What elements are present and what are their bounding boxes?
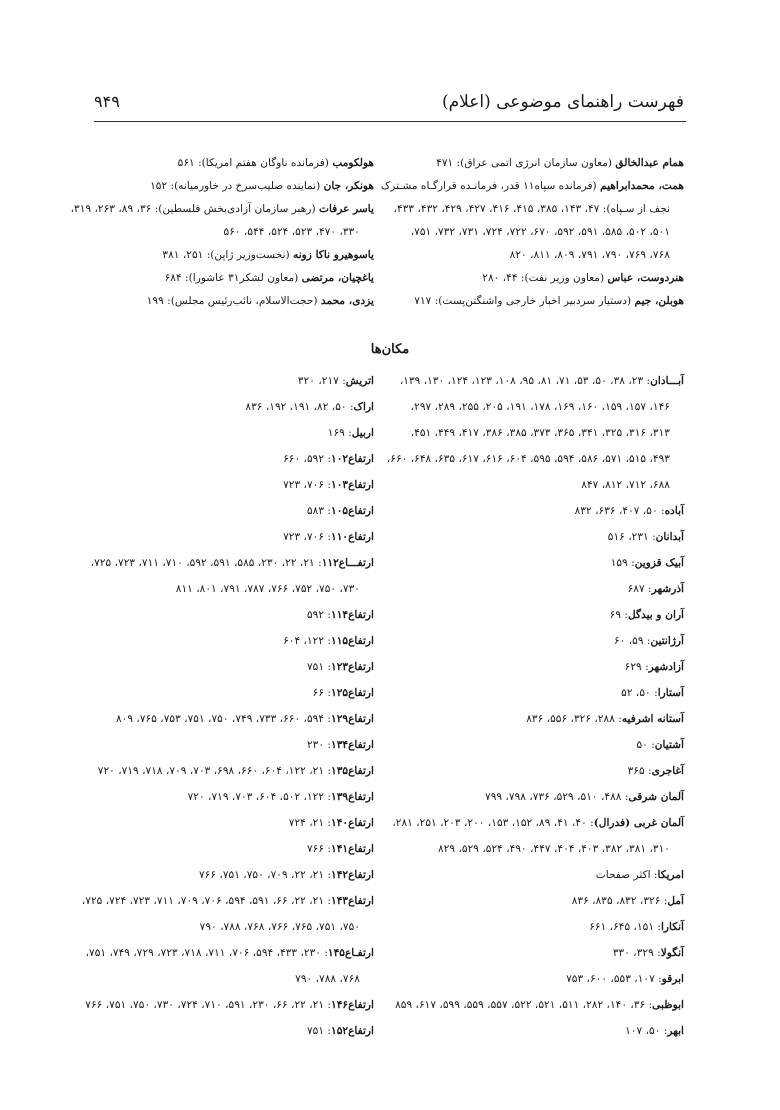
- index-entry-heading: آلمان شرقی: [628, 791, 684, 803]
- index-entry: [82, 940, 374, 966]
- index-entry-text: : ۷۵۱: [306, 1025, 331, 1037]
- index-entry: [381, 290, 684, 313]
- index-entry-heading: هولکومب: [332, 157, 374, 169]
- index-entry-text: : ۷۵۱: [306, 661, 331, 673]
- index-entry: [387, 862, 684, 888]
- index-entry: [387, 602, 684, 628]
- index-entry-heading: ارتفاع۱۰۳: [331, 479, 374, 491]
- index-entry-heading: ارتفاع۱۴۱: [331, 843, 374, 855]
- index-entry-heading: ارتفاع۱۱۵: [331, 635, 374, 647]
- index-entry: [82, 420, 374, 446]
- index-entry: [71, 175, 374, 198]
- index-entry-text: : ۵۹۲: [306, 609, 331, 621]
- index-entry: [71, 290, 374, 313]
- index-entry: [381, 152, 684, 175]
- page-number: ۹۴۹: [94, 92, 120, 111]
- index-entry-text: : ۱۰۷، ۵۵۳، ۶۰۰، ۷۵۳: [566, 973, 662, 985]
- index-entry-heading: آستارا: [657, 687, 684, 699]
- index-entry-text: : ۱۲۲، ۶۰۴: [283, 635, 331, 647]
- index-entry: [82, 680, 374, 706]
- index-entry: [387, 810, 684, 836]
- index-entry-heading: هونکر، جان: [323, 180, 374, 192]
- index-entry-text: : ۶۹: [609, 609, 628, 621]
- index-entry-text: : اکثر صفحات: [595, 869, 658, 881]
- index-entry-text: : ۲۱، ۲۲، ۶۶، ۵۹۱، ۵۹۴، ۷۰۶، ۷۰۹، ۷۱۱، ۷۲۳، ۷۲۴، ۷۲۵،: [81, 895, 331, 907]
- index-entry: [387, 524, 684, 550]
- index-entry-text: (معاون سازمان انرژی اتمی عراق): ۴۷۱: [436, 157, 616, 169]
- index-entry-continuation: [387, 420, 684, 446]
- index-entry-heading: ارتفـاع۱۴۵: [327, 947, 374, 959]
- index-entry-text: ۷۵۰، ۷۵۱، ۷۶۵، ۷۶۶، ۷۶۸، ۷۸۸، ۷۹۰: [199, 921, 360, 933]
- index-entry-heading: ارتفاع۱۱۴: [331, 609, 374, 621]
- index-entry: [387, 966, 684, 992]
- places-index-left-column: [82, 368, 374, 1044]
- index-entry: [71, 244, 374, 267]
- index-entry-heading: آنکارا: [660, 921, 684, 933]
- index-entry: [387, 784, 684, 810]
- index-entry: [387, 758, 684, 784]
- index-entry-heading: ارتفـــاع۱۱۲: [321, 557, 374, 569]
- index-entry: [82, 498, 374, 524]
- index-entry-text: : ۶۲۹: [624, 661, 649, 673]
- index-entry-text: : ۲۳۱، ۵۱۶: [607, 531, 656, 543]
- index-entry-text: : ۲۸۸، ۳۲۶، ۵۵۶، ۸۳۶: [526, 713, 622, 725]
- index-entry: [82, 758, 374, 784]
- index-entry-heading: هنردوست، عباس: [607, 272, 684, 284]
- index-entry-heading: ارتفاع۱۴۰: [331, 817, 374, 829]
- index-entry-text: : ۲۱، ۲۲، ۶۶، ۲۳۰، ۵۹۱، ۷۱۰، ۷۲۴، ۷۳۰، ۷۵۰، ۷۵۱، ۷۶۶: [85, 999, 331, 1011]
- index-entry: [82, 992, 374, 1018]
- index-entry-text: : ۳۶، ۱۴۰، ۲۸۲، ۵۱۱، ۵۲۱، ۵۲۲، ۵۵۷، ۵۵۹، ۵۹۹، ۶۱۷، ۸۵۹: [395, 999, 653, 1011]
- index-entry-text: : ۴۸۸، ۵۱۰، ۵۲۹، ۷۳۶، ۷۹۸، ۷۹۹: [485, 791, 629, 803]
- index-entry-heading: ارتفاع۱۰۵: [331, 505, 374, 517]
- index-entry: [387, 680, 684, 706]
- index-entry-text: ۵۰۱، ۵۰۲، ۵۸۵، ۵۹۱، ۵۹۲، ۶۷۰، ۷۲۲، ۷۲۴، ۷۳۱، ۷۳۲، ۷۵۱،: [410, 226, 670, 238]
- section-title-places: مکان‌ها: [370, 342, 410, 357]
- index-entry: [82, 602, 374, 628]
- index-entry-text: ۷۳۰، ۷۵۰، ۷۵۲، ۷۶۶، ۷۸۷، ۷۹۱، ۸۰۱، ۸۱۱: [175, 583, 360, 595]
- index-entry: [82, 472, 374, 498]
- index-entry-text: : ۵۰، ۴۰۷، ۶۳۶، ۸۳۲: [574, 505, 665, 517]
- index-entry-continuation: [387, 836, 684, 862]
- index-entry: [387, 576, 684, 602]
- index-entry: [82, 446, 374, 472]
- index-entry: [82, 368, 374, 394]
- index-entry-heading: ابهر: [667, 1025, 684, 1037]
- index-entry-heading: هوبلن، جیم: [634, 295, 684, 307]
- index-entry-text: (معاون لشکر۳۱ عاشورا): ۶۸۴: [164, 272, 302, 284]
- index-entry: [387, 940, 684, 966]
- index-entry: [71, 198, 374, 221]
- index-entry: [71, 267, 374, 290]
- index-entry-heading: آبـــادان: [650, 375, 684, 387]
- index-entry-continuation: [381, 198, 684, 221]
- index-entry: [387, 498, 684, 524]
- index-entry-text: (دستیار سردبیر اخبار خارجی واشنگتن‌پست): ۷۱۷: [414, 295, 635, 307]
- index-entry: [82, 654, 374, 680]
- index-entry-text: : ۲۱، ۱۲۲، ۶۰۴، ۶۶۰، ۶۹۸، ۷۰۳، ۷۰۹، ۷۱۸، ۷۱۹، ۷۲۰: [97, 765, 331, 777]
- index-entry-continuation: [82, 914, 374, 940]
- index-entry-text: ۷۶۸، ۷۸۸، ۷۹۰: [295, 973, 360, 985]
- index-entry-heading: ارتفاع۱۳۵: [331, 765, 374, 777]
- index-entry-text: (نخست‌وزیر ژاپن): ۲۵۱، ۳۸۱: [162, 249, 294, 261]
- index-entry: [82, 862, 374, 888]
- index-entry-heading: یاسوهیرو ناکا زونه: [293, 249, 374, 261]
- index-entry: [82, 628, 374, 654]
- index-entry-text: : ۲۱، ۷۲۴: [288, 817, 331, 829]
- index-entry-text: ۴۹۳، ۵۱۵، ۵۷۱، ۵۸۶، ۵۹۴، ۵۹۵، ۶۰۴، ۶۱۶، ۶۱۷، ۶۳۵، ۶۴۸، ۶۶۰،: [386, 453, 670, 465]
- index-entry-text: : ۷۰۶، ۷۲۳: [283, 479, 331, 491]
- index-entry-text: : ۲۱، ۲۲، ۷۰۹، ۷۵۰، ۷۵۱، ۷۶۶: [198, 869, 331, 881]
- index-entry-text: (فرمانده ناوگان هفتم امریکا): ۵۶۱: [177, 157, 333, 169]
- people-index-right-column: [381, 152, 684, 313]
- index-entry-text: : ۲۱، ۲۲، ۲۳۰، ۵۸۵، ۵۹۱، ۵۹۲، ۷۱۰، ۷۱۱، ۷۲۳، ۷۲۵،: [90, 557, 322, 569]
- index-entry: [381, 175, 684, 198]
- places-index-right-column: [387, 368, 684, 1044]
- index-entry-text: : ۶۸۷: [627, 583, 652, 595]
- index-entry-text: (فرمانده سپاه۱۱ قدر، فرمانـده قرارگـاه مشـترک: [380, 180, 601, 192]
- index-entry-text: : ۱۵۱، ۶۴۵، ۶۶۱: [589, 921, 661, 933]
- index-entry-heading: ارتفاع۱۲۳: [331, 661, 374, 673]
- index-entry-heading: ارتفاع۱۴۲: [331, 869, 374, 881]
- index-entry-heading: یزدی، محمد: [320, 295, 374, 307]
- index-entry-continuation: [387, 446, 684, 472]
- index-entry-text: نجف از سـپاه): ۴۷، ۱۴۳، ۳۸۵، ۴۱۵، ۴۱۶، ۴۲۷، ۴۲۹، ۴۳۲، ۴۳۳،: [393, 203, 670, 215]
- index-entry-heading: ارتفاع۱۲۵: [331, 687, 374, 699]
- index-entry-text: : ۱۶۹: [327, 427, 352, 439]
- index-entry-text: : ۵۹۲، ۶۶۰: [283, 453, 331, 465]
- index-entry-heading: آمل: [667, 895, 684, 907]
- index-entry: [82, 394, 374, 420]
- index-entry: [381, 267, 684, 290]
- index-entry-continuation: [71, 221, 374, 244]
- index-entry: [82, 784, 374, 810]
- index-entry-continuation: [82, 576, 374, 602]
- index-entry-text: : ۲۱۷، ۳۲۰: [297, 375, 346, 387]
- index-entry-heading: همام عبدالخالق: [615, 157, 684, 169]
- index-entry-heading: آبدانان: [655, 531, 684, 543]
- index-entry: [82, 1018, 374, 1044]
- index-entry-heading: آباده: [664, 505, 684, 517]
- index-entry-continuation: [387, 472, 684, 498]
- index-entry-text: : ۴۰، ۴۱، ۸۹، ۱۵۲، ۱۵۳، ۲۰۰، ۲۰۳، ۲۵۱، ۲۸۱،: [392, 817, 594, 829]
- index-entry-heading: اراک: [353, 401, 374, 413]
- index-entry-heading: امریکا: [657, 869, 684, 881]
- index-entry-heading: آرژانتین: [650, 635, 684, 647]
- index-entry-text: ۳۱۰، ۳۸۱، ۳۸۲، ۴۰۳، ۴۰۴، ۴۴۷، ۴۹۰، ۵۲۴، ۵۲۹، ۸۲۹: [438, 843, 670, 855]
- index-entry-text: ۱۴۶، ۱۵۷، ۱۵۹، ۱۶۰، ۱۶۹، ۱۷۸، ۱۹۱، ۲۰۵، ۲۵۵، ۲۸۹، ۲۹۷،: [410, 401, 670, 413]
- index-entry-text: : ۷۰۶، ۷۲۳: [283, 531, 331, 543]
- index-entry-heading: ارتفاع۱۴۳: [331, 895, 374, 907]
- index-entry-text: : ۵۸۳: [306, 505, 331, 517]
- index-entry-heading: یاغچیان، مرتضی: [301, 272, 374, 284]
- index-entry: [71, 152, 374, 175]
- index-entry: [387, 550, 684, 576]
- index-entry-continuation: [381, 244, 684, 267]
- index-entry-heading: آغاجری: [651, 765, 684, 777]
- index-entry-text: : ۳۲۹، ۳۳۰: [612, 947, 661, 959]
- index-entry: [82, 550, 374, 576]
- index-entry-text: ۳۳۰، ۴۷۰، ۵۲۳، ۵۲۴، ۵۴۴، ۵۶۰: [223, 226, 360, 238]
- index-entry-heading: اربیل: [351, 427, 374, 439]
- index-entry-text: (معاون وزیر نفت): ۴۴، ۲۸۰: [482, 272, 608, 284]
- index-entry: [82, 836, 374, 862]
- index-entry-text: : ۵۰: [636, 739, 655, 751]
- index-entry-text: : ۵۹، ۶۰: [613, 635, 651, 647]
- index-entry: [387, 628, 684, 654]
- index-entry-heading: آلمان غربی (فدرال): [593, 817, 684, 829]
- index-entry: [387, 914, 684, 940]
- index-entry-heading: ارتفاع۱۵۲: [331, 1025, 374, 1037]
- index-entry: [387, 992, 684, 1018]
- index-entry-text: ۶۸۸، ۷۱۲، ۸۱۲، ۸۴۷: [581, 479, 670, 491]
- index-entry: [387, 654, 684, 680]
- index-entry: [82, 810, 374, 836]
- page-header-title: فهرست راهنمای موضوعی (اعلام): [441, 92, 684, 112]
- index-entry-heading: آستانه اشرفیه: [621, 713, 684, 725]
- index-entry-text: : ۲۳، ۳۸، ۵۰، ۵۳، ۷۱، ۸۱، ۹۵، ۱۰۸، ۱۲۳، ۱۲۴، ۱۳۰، ۱۳۹،: [399, 375, 651, 387]
- index-entry-text: : ۷۶۶: [306, 843, 331, 855]
- index-entry-text: (نماینده صلیب‌سرخ در خاورمیانه): ۱۵۲: [150, 180, 324, 192]
- index-entry-heading: آشتیان: [654, 739, 684, 751]
- index-entry-heading: آزادشهر: [648, 661, 684, 673]
- index-entry-text: : ۵۹۴، ۶۶۰، ۷۳۳، ۷۴۹، ۷۵۰، ۷۵۱، ۷۵۳، ۷۶۵، ۸۰۹: [115, 713, 331, 725]
- index-entry-heading: آران و بیدگل: [627, 609, 684, 621]
- index-entry-heading: آبیک قزوین: [634, 557, 684, 569]
- index-entry-text: (حجت‌الاسلام، نائب‌رئیس مجلس): ۱۹۹: [146, 295, 321, 307]
- index-entry: [82, 732, 374, 758]
- index-entry-text: (رهبر سازمان آزادی‌بخش فلسطین): ۳۶، ۸۹، ۲۶۳، ۳۱۹،: [70, 203, 319, 215]
- index-entry: [387, 368, 684, 394]
- index-entry-text: : ۵۰، ۱۰۷: [625, 1025, 668, 1037]
- index-entry-heading: ارتفاع۱۱۰: [331, 531, 374, 543]
- index-entry: [387, 888, 684, 914]
- index-entry-text: : ۲۳۰: [306, 739, 331, 751]
- index-entry-text: : ۳۲۶، ۸۳۲، ۸۳۵، ۸۳۶: [571, 895, 668, 907]
- index-entry-text: ۳۱۳، ۳۱۶، ۳۲۵، ۳۴۱، ۳۶۵، ۳۷۳، ۳۸۵، ۳۸۶، ۴۱۷، ۴۴۹، ۴۵۱،: [410, 427, 670, 439]
- index-entry-heading: ارتفاع۱۲۹: [331, 713, 374, 725]
- index-entry-text: : ۶۶: [312, 687, 331, 699]
- index-entry-heading: آذرشهر: [651, 583, 684, 595]
- index-entry-text: ۷۶۸، ۷۶۹، ۷۹۰، ۷۹۱، ۸۰۹، ۸۱۱، ۸۲۰: [509, 249, 670, 261]
- index-entry-heading: ارتفاع۱۴۶: [331, 999, 374, 1011]
- index-entry-text: : ۵۰، ۸۲، ۱۹۱، ۱۹۲، ۸۳۶: [245, 401, 354, 413]
- index-entry-continuation: [82, 966, 374, 992]
- index-entry-heading: ارتفاع۱۳۹: [331, 791, 374, 803]
- index-entry-heading: ابرقو: [661, 973, 684, 985]
- index-entry-heading: ارتفاع۱۰۲: [331, 453, 374, 465]
- index-entry: [387, 1018, 684, 1044]
- index-entry-continuation: [381, 221, 684, 244]
- index-entry: [387, 706, 684, 732]
- index-entry-heading: یاسر عرفات: [318, 203, 374, 215]
- index-entry-heading: ابوظبی: [652, 999, 684, 1011]
- index-entry: [387, 732, 684, 758]
- index-entry-heading: آنگولا: [660, 947, 684, 959]
- index-entry: [82, 888, 374, 914]
- index-entry-text: : ۳۶۵: [627, 765, 652, 777]
- header-divider: [94, 121, 686, 122]
- index-entry-text: : ۲۳۰، ۴۳۳، ۵۹۴، ۷۰۶، ۷۱۱، ۷۱۸، ۷۲۳، ۷۲۹، ۷۴۹، ۷۵۱،: [85, 947, 328, 959]
- index-entry-heading: ارتفاع۱۳۴: [331, 739, 374, 751]
- index-entry-text: : ۱۲۲، ۵۰۲، ۶۰۴، ۷۰۳، ۷۱۹، ۷۲۰: [187, 791, 331, 803]
- index-entry-heading: اتریش: [345, 375, 374, 387]
- index-entry-text: : ۱۵۹: [610, 557, 635, 569]
- index-entry: [82, 706, 374, 732]
- index-entry: [82, 524, 374, 550]
- index-entry-heading: همت، محمدابراهیم: [600, 180, 684, 192]
- people-index-left-column: [71, 152, 374, 313]
- index-entry-continuation: [387, 394, 684, 420]
- index-entry-text: : ۵۰، ۵۲: [621, 687, 658, 699]
